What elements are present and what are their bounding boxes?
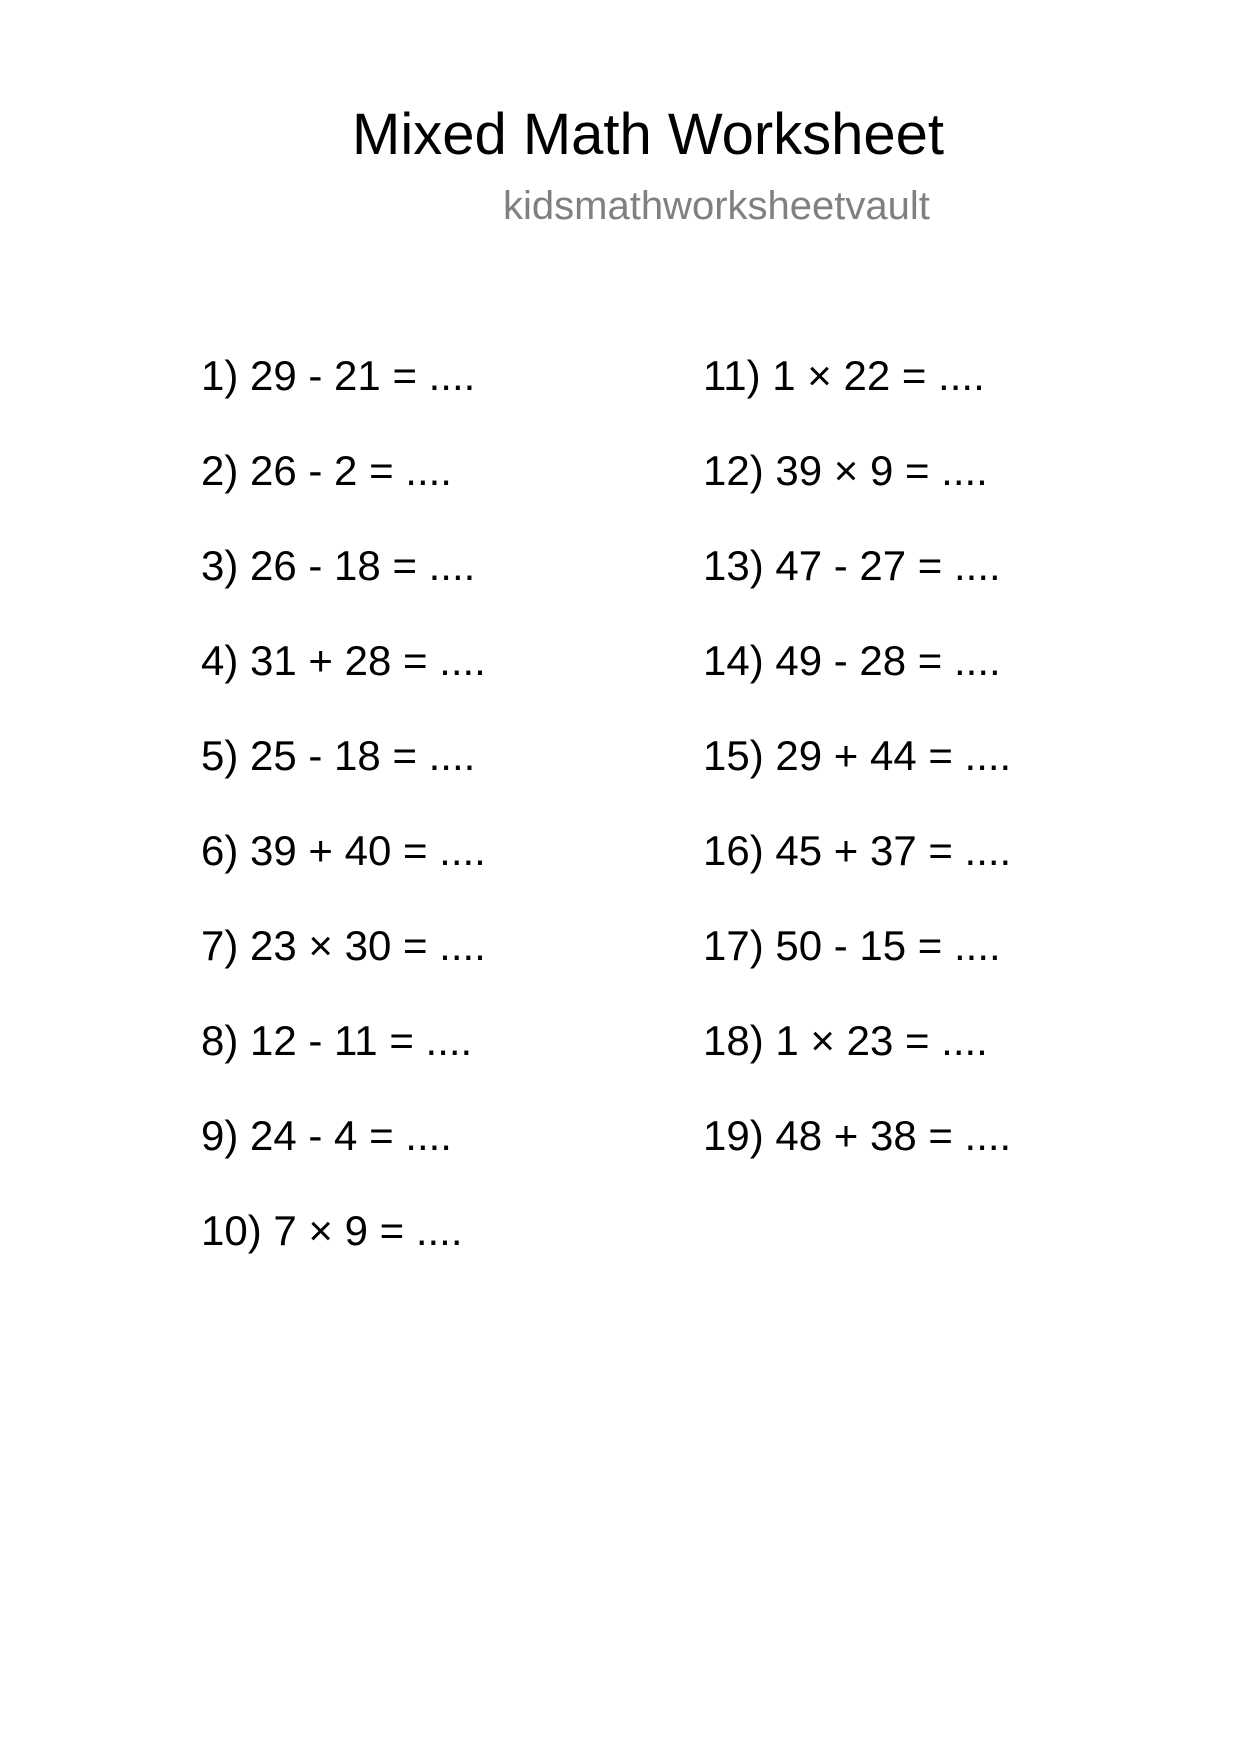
problem-10: 10) 7 × 9 = .... — [201, 1207, 463, 1254]
page-subtitle: kidsmathworksheetvault — [503, 184, 930, 228]
page-title: Mixed Math Worksheet — [352, 102, 945, 167]
problem-19: 19) 48 + 38 = .... — [703, 1112, 1012, 1159]
problem-18: 18) 1 × 23 = .... — [703, 1017, 988, 1064]
problem-13: 13) 47 - 27 = .... — [703, 542, 1001, 589]
problem-2: 2) 26 - 2 = .... — [201, 447, 452, 494]
problems-column-left — [201, 343, 621, 1293]
problem-3: 3) 26 - 18 = .... — [201, 542, 476, 589]
problem-5: 5) 25 - 18 = .... — [201, 732, 476, 779]
problem-4: 4) 31 + 28 = .... — [201, 637, 486, 684]
problem-6: 6) 39 + 40 = .... — [201, 827, 486, 874]
problem-17: 17) 50 - 15 = .... — [703, 922, 1001, 969]
problem-15: 15) 29 + 44 = .... — [703, 732, 1012, 779]
problem-7: 7) 23 × 30 = .... — [201, 922, 486, 969]
problem-14: 14) 49 - 28 = .... — [703, 637, 1001, 684]
problem-12: 12) 39 × 9 = .... — [703, 447, 988, 494]
problem-9: 9) 24 - 4 = .... — [201, 1112, 452, 1159]
problem-16: 16) 45 + 37 = .... — [703, 827, 1012, 874]
problems-column-right — [703, 343, 1123, 1198]
problem-8: 8) 12 - 11 = .... — [201, 1017, 473, 1064]
problem-1: 1) 29 - 21 = .... — [201, 352, 476, 399]
problem-11: 11) 1 × 22 = .... — [703, 352, 985, 399]
